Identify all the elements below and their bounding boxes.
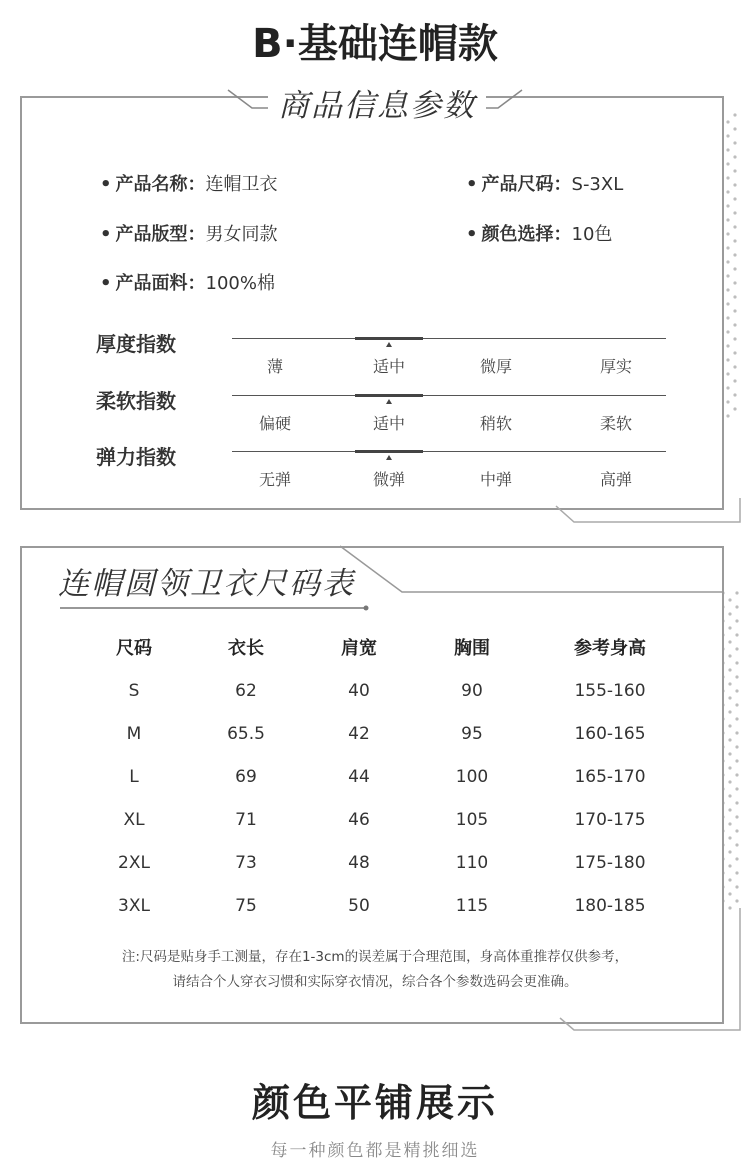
table-cell: 65.5 <box>227 724 265 744</box>
info-item-size: • 产品尺码：S-3XL <box>466 174 624 195</box>
table-header-cell: 肩宽 <box>341 638 377 659</box>
table-cell: 90 <box>461 681 483 701</box>
size-chart-title: 连帽圆领卫衣尺码表 <box>58 566 355 602</box>
scale-option: 微弹 <box>372 470 405 489</box>
scale-option: 柔软 <box>599 414 632 433</box>
table-cell: 105 <box>455 810 489 830</box>
scale-track <box>232 395 666 396</box>
table-cell: 73 <box>235 853 257 873</box>
table-header-cell: 衣长 <box>228 638 264 659</box>
table-cell: 44 <box>348 767 370 787</box>
scale-track <box>232 451 666 452</box>
scale-selected-marker <box>355 394 423 397</box>
table-cell: 40 <box>348 681 370 701</box>
table-cell: 155-160 <box>574 681 646 701</box>
scale-label: 弹力指数 <box>96 445 176 469</box>
table-cell: 2XL <box>118 853 150 873</box>
scale-option: 高弹 <box>599 470 632 489</box>
info-item-fit: • 产品版型：男女同款 <box>100 224 278 245</box>
color-section-title: 颜色平铺展示 <box>251 1081 498 1125</box>
table-cell: 175-180 <box>574 853 646 873</box>
table-cell: 170-175 <box>574 810 646 830</box>
table-cell: 115 <box>455 896 489 916</box>
scale-option: 微厚 <box>479 357 512 376</box>
scale-pointer-icon <box>386 342 392 347</box>
scale-pointer-icon <box>386 399 392 404</box>
scale-option: 稍软 <box>479 414 512 433</box>
table-cell: XL <box>123 810 145 830</box>
scale-option: 适中 <box>372 357 405 376</box>
table-cell: 180-185 <box>574 896 646 916</box>
table-cell: 3XL <box>118 896 150 916</box>
product-info-title: 商品信息参数 <box>268 80 486 125</box>
scale-track <box>232 338 666 339</box>
table-cell: 100 <box>455 767 489 787</box>
table-cell: 165-170 <box>574 767 646 787</box>
color-section-subtitle: 每一种颜色都是精挑细选 <box>270 1141 480 1161</box>
scale-selected-marker <box>355 337 423 340</box>
table-cell: S <box>128 681 140 701</box>
scale-option: 无弹 <box>258 470 291 489</box>
table-header-cell: 参考身高 <box>574 638 646 659</box>
table-cell: 50 <box>348 896 370 916</box>
table-cell: 48 <box>348 853 370 873</box>
scale-option: 薄 <box>266 357 283 376</box>
table-cell: 46 <box>348 810 370 830</box>
scale-pointer-icon <box>386 455 392 460</box>
table-cell: 160-165 <box>574 724 646 744</box>
scale-label: 柔软指数 <box>96 389 176 413</box>
page-title: B·基础连帽款 <box>252 21 498 67</box>
table-header-cell: 胸围 <box>454 638 490 659</box>
size-note-line1: 注:尺码是贴身手工测量，存在1-3cm的误差属于合理范围，身高体重推荐仅供参考， <box>121 949 629 965</box>
table-header-cell: 尺码 <box>116 638 152 659</box>
table-cell: 62 <box>235 681 257 701</box>
scale-option: 中弹 <box>479 470 512 489</box>
scale-option: 偏硬 <box>258 414 291 433</box>
table-cell: 110 <box>455 853 489 873</box>
scale-label: 厚度指数 <box>96 332 176 356</box>
info-item-name: • 产品名称：连帽卫衣 <box>100 174 278 195</box>
table-cell: 95 <box>461 724 483 744</box>
info-item-color: • 颜色选择：10色 <box>466 224 613 245</box>
table-cell: 75 <box>235 896 257 916</box>
size-note-line2: 请结合个人穿衣习惯和实际穿衣情况，综合各个参数选码会更准确。 <box>172 974 578 990</box>
table-cell: L <box>129 767 139 787</box>
table-cell: 69 <box>235 767 257 787</box>
scale-option: 适中 <box>372 414 405 433</box>
table-cell: M <box>126 724 142 744</box>
table-cell: 71 <box>235 810 257 830</box>
scale-option: 厚实 <box>599 357 632 376</box>
info-item-fabric: • 产品面料：100%棉 <box>100 273 275 294</box>
table-cell: 42 <box>348 724 370 744</box>
scale-selected-marker <box>355 450 423 453</box>
